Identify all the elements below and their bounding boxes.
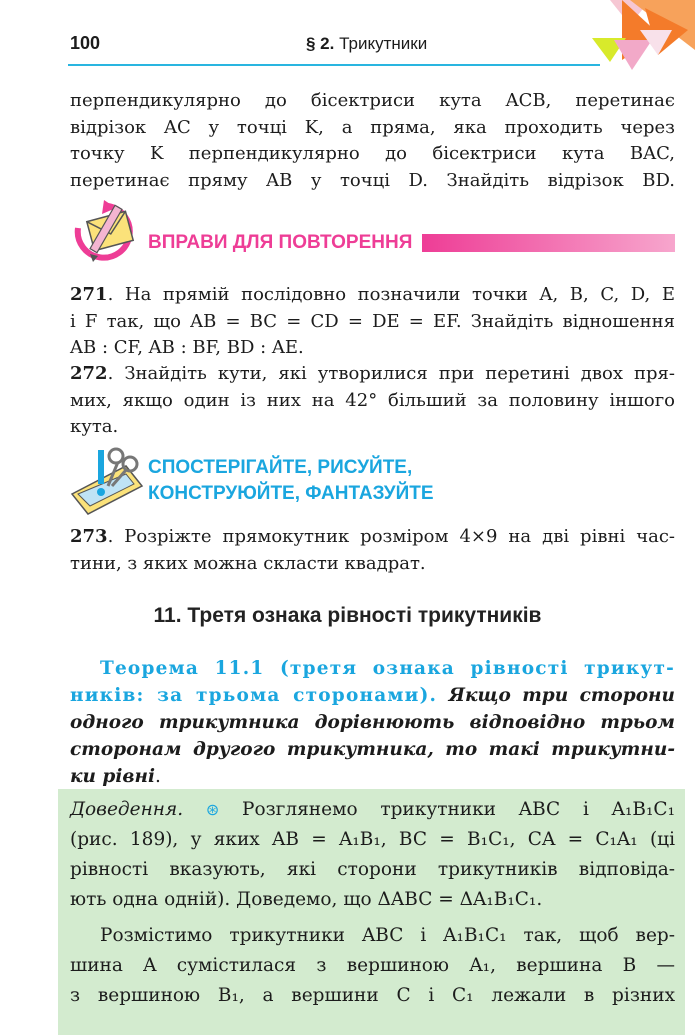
proof-block (70, 795, 675, 1011)
proof-line: рівності вказують, які сторони трикутників відповіда- (70, 859, 675, 880)
problem-number: 271 (70, 284, 108, 305)
intro-paragraph (70, 88, 675, 194)
proof-label: Доведення. (70, 799, 184, 820)
text-line: перетинає пряму AB у точці D. Знайдіть відрізок BD. (70, 169, 675, 191)
page-header (0, 0, 695, 70)
chapter-title: 11. Третя ознака рівності трикутників (153, 604, 542, 627)
theorem-head-line: Теорема 11.1 (третя ознака рівності трикут- (100, 658, 675, 679)
theorem-line (70, 682, 675, 709)
theorem-line (70, 763, 675, 790)
page-number: 100 (70, 33, 101, 53)
problem-text: . Розріжте прямокутник розміром 4×9 на дві рівні час- (107, 526, 675, 547)
text-line: тини, з яких можна скласти квадрат. (70, 552, 426, 574)
theorem-body-line: сторонам другого трикутника, то такі трикутни- (70, 739, 675, 760)
theorem-head-line: ників: за трьома сторонами). (70, 685, 438, 706)
proof-line (70, 795, 675, 825)
text-line: кута. (70, 416, 119, 437)
creative-section-title-2: КОНСТРУЮЙТЕ, ФАНТАЗУЙТЕ (148, 483, 434, 504)
problem-number: 272 (70, 363, 108, 384)
pencil-envelope-icon (68, 198, 146, 266)
theorem-body-text: Якщо три сторони (437, 685, 675, 706)
header-rule (68, 64, 600, 66)
triangles-decoration-icon (580, 0, 695, 80)
problem-number: 273 (70, 526, 108, 547)
problem-text: . На прямій послідовно позначили точки A, B, C, D, E (107, 284, 675, 305)
review-section-title: ВПРАВИ ДЛЯ ПОВТОРЕННЯ (148, 232, 413, 253)
text-line (70, 361, 675, 388)
text-line: точку K перпендикулярно до бісектриси кута BAC, (70, 143, 675, 164)
text-line: мих, якщо один із них на 42° більший за половину іншого (70, 389, 675, 411)
proof-text: Розглянемо трикутники ABC і A₁B₁C₁ (219, 799, 675, 820)
theorem-end-dot: . (155, 766, 161, 787)
creative-section-title-1: СПОСТЕРІГАЙТЕ, РИСУЙТЕ, (148, 457, 413, 478)
text-line: AB : CF, AB : BF, BD : AE. (70, 337, 304, 358)
proof-line: шина A сумістилася з вершиною A₁, вершина B — (70, 955, 675, 976)
theorem-body-text: ки рівні (70, 766, 156, 787)
text-line: і F так, що AB = BC = CD = DE = EF. Знайдіть відношення (70, 310, 675, 332)
section-title: Трикутники (339, 34, 428, 53)
problem-271 (70, 282, 675, 362)
theorem-body-line: одного трикутника дорівнюють відповідно трьом (70, 712, 675, 733)
text-line: перпендикулярно до бісектриси кута ACB, перетинає (70, 90, 675, 111)
text-line: відрізок AC у точці K, а пряма, яка проходить через (70, 116, 675, 138)
theorem-11-1 (70, 655, 675, 790)
problem-272 (70, 361, 675, 441)
running-title (306, 34, 427, 54)
text-line (70, 524, 675, 551)
proof-line: Розмістимо трикутники ABC і A₁B₁C₁ так, щоб вер- (100, 925, 675, 946)
problem-text: . Знайдіть кути, які утворилися при перетині двох пря- (107, 363, 675, 384)
proof-line: (рис. 189), у яких AB = A₁B₁, BC = B₁C₁, CA = C₁A₁ (ці (70, 829, 675, 850)
section-sign: § 2. (306, 34, 335, 53)
scissors-ruler-icon (68, 446, 146, 516)
proof-start-icon: ⊛ (205, 800, 220, 819)
problem-273 (70, 524, 675, 577)
proof-line: ють одна одній). Доведемо, що ΔABC = ΔA₁B₁C₁. (70, 889, 543, 910)
pink-title-bar (422, 234, 675, 252)
proof-line: з вершиною B₁, а вершини C і C₁ лежали в різних (70, 985, 675, 1006)
text-line (70, 282, 675, 309)
